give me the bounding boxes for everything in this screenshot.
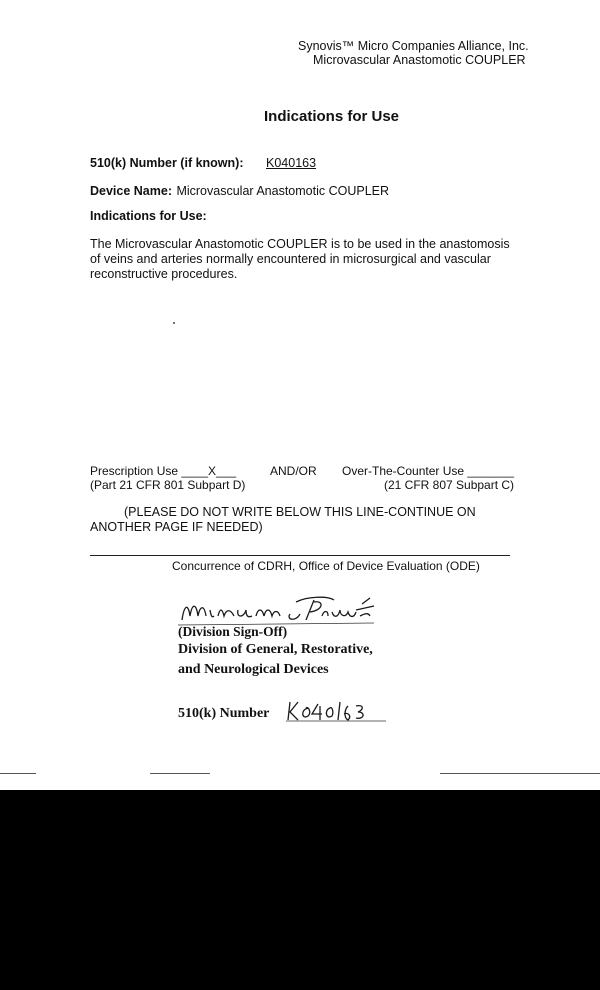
k-number-signoff-label: 510(k) Number	[178, 706, 270, 721]
handwritten-k-number	[286, 698, 396, 724]
division-signoff: (Division Sign-Off)	[178, 624, 288, 639]
scan-speck	[173, 322, 175, 324]
scan-line-right	[440, 773, 600, 774]
k-number-label: 510(k) Number (if known):	[90, 156, 244, 170]
k-number-value: K040163	[266, 156, 317, 170]
concurrence-text: Concurrence of CDRH, Office of Device Evaluation (ODE)	[172, 559, 480, 573]
division-line-2: and Neurological Devices	[178, 662, 329, 677]
do-not-write-notice: (PLEASE DO NOT WRITE BELOW THIS LINE-CONTINUE ON ANOTHER PAGE IF NEEDED)	[90, 505, 476, 534]
indications-label: Indications for Use:	[90, 209, 207, 223]
scan-line-left	[0, 773, 36, 774]
company-name: Synovis™ Micro Companies Alliance, Inc.	[298, 39, 529, 53]
prescription-reference: (Part 21 CFR 801 Subpart D)	[90, 478, 246, 492]
device-name-label: Device Name:	[90, 184, 172, 198]
otc-use: Over-The-Counter Use _______	[342, 464, 515, 478]
device-name-value: Microvascular Anastomotic COUPLER	[176, 184, 390, 198]
otc-reference: (21 CFR 807 Subpart C)	[384, 478, 515, 492]
scan-line-mid	[150, 773, 210, 774]
device-name-row	[90, 182, 389, 200]
prescription-use: Prescription Use ____X___	[90, 464, 237, 478]
divider-line	[90, 555, 510, 556]
signature-image	[178, 594, 378, 628]
division-line-1: Division of General, Restorative,	[178, 642, 373, 657]
and-or-text: AND/OR	[270, 464, 317, 478]
indications-text: The Microvascular Anastomotic COUPLER is to be used in the anastomosis of veins and arteries normally encountered in microsurgical and vascular reconstructive procedures.	[90, 237, 510, 281]
product-name-header: Microvascular Anastomotic COUPLER	[313, 53, 526, 67]
page-title: Indications for Use	[264, 108, 400, 125]
scan-black-border	[0, 790, 600, 990]
